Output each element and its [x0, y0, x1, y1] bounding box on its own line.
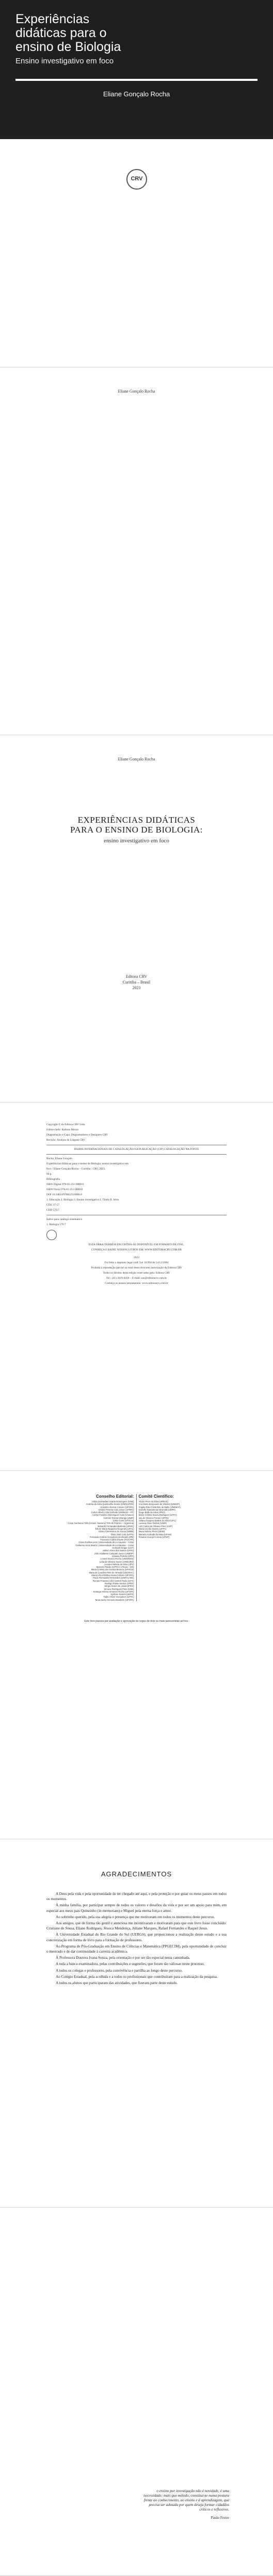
- council-member: Carlos Federico Dominguez Avila (Unieuro): [92, 1514, 134, 1517]
- catalog-record: [46, 1157, 227, 1197]
- cover-author: Eliane Gonçalo Rocha: [103, 90, 170, 98]
- council-member: Renato Francisco dos Santos Paula (UFG): [92, 1579, 134, 1582]
- acknowledgements-body: [46, 1891, 227, 1986]
- council-member: Carmen Tereza Velanga (UNIR): [103, 1516, 134, 1519]
- acknowledgement-paragraph: Ao sobrinho querido, pela sua alegria e presença que me motivaram em todos os momentos deste percurso.: [56, 1914, 215, 1919]
- committee-member: Diogo Balbi da Silva (IFRO): [138, 1511, 165, 1514]
- consult-notice: CONHEÇA E BAIXE NOSSOS LIVROS EM: WWW.EDITORACRV.COM.BR: [91, 1248, 182, 1251]
- publisher-logo-text: CRV: [131, 176, 143, 182]
- acknowledgement-paragraph: Aos amigos, que de forma tão gentil e atenciosa me incentivaram e motivaram para que este livro fosse concluído: Cristiane de Sousa, Eliane Rodrigues, Jéssica Mendonça, Juliane Marques, Rafael Fernandes e Raquel Jesus.: [46, 1921, 227, 1931]
- catalog-line: ISBN Digital 978-65-251-0000-0: [46, 1183, 84, 1186]
- council-member: Andréia da Silva Quintanilha Sousa (UNIR/UFRN): [86, 1503, 134, 1506]
- acknowledgements-page: [0, 1839, 273, 2207]
- copyright-line: Copyright © da Editora CRV Ltda.: [46, 1123, 86, 1126]
- catalog-index-line: CDU 37:57: [46, 1204, 60, 1207]
- scientific-committee-list: [139, 1500, 259, 1538]
- copyright-line: Diagramação e Capa: Diagramadores e Designers CRV: [46, 1133, 108, 1137]
- council-member: Elizeu Clementino de Souza (UNEB): [99, 1530, 134, 1533]
- acknowledgement-paragraph: A todos os alunos que participaram das atividades, que fizeram parte deste estudo.: [56, 1981, 178, 1986]
- council-member: Carlos Alberto Vilar Estêvão (UMINHO – PT): [91, 1511, 134, 1514]
- catalog-line: Experiências didáticas para o ensino de Biologia: ensino investigativo em: [46, 1162, 129, 1165]
- cover-lower: [0, 139, 273, 367]
- committee-member: Juliana Gargioni Bastos da Silva (UFC): [138, 1519, 176, 1522]
- cover-title-line: didáticas para o: [15, 26, 107, 40]
- publisher-name: Editora CRV: [125, 974, 148, 979]
- committee-member: Danielle Nakadomari Brumatti (UEPR): [138, 1508, 175, 1511]
- council-member: Fernando Antônio Gonçalves Alcoforado (IPB): [89, 1535, 134, 1538]
- catalog-index-line: CDD 570.7: [46, 1209, 59, 1212]
- cover-title-line: Experiências: [15, 12, 90, 26]
- catalog-line: ISBN Físico 978-65-251-0000-0: [46, 1188, 83, 1191]
- council-member: Eduardo Fernandes Barbosa (UFMG): [98, 1524, 134, 1528]
- council-member: Leonel Severo Rocha (UNISINOS): [101, 1557, 134, 1561]
- acknowledgement-paragraph: A Deus pela vida e pela oportunidade de ter chegado até aqui, e pela proteção e por guiar os meus passos em todos os momentos.: [46, 1892, 227, 1902]
- acknowledgement-paragraph: À minha família, por participar sempre de todos os valores e desafios da vida e por ser um apoio para mim, em especial aos meus pais Quinzinho (in memoriam) e Miguel pela eterna força e amor.: [46, 1903, 227, 1913]
- editorial-council: [15, 1494, 137, 1601]
- council-member: João Adalberto Campato Junior (UNESP): [94, 1552, 134, 1555]
- cover-title-line: ensino de Biologia: [15, 40, 121, 54]
- epigraph: [141, 2489, 229, 2520]
- council-member: Maria Lília Imbiriba Sousa Colares (UFOPA): [91, 1574, 134, 1577]
- council-member: Élsio José Corá (UFFS): [111, 1533, 134, 1536]
- copyright-year: 2023: [134, 1256, 139, 1259]
- council-member: Maria de Lourdes Pinto de Almeida (UNOESC): [89, 1571, 134, 1574]
- publisher-logo-icon: [46, 1230, 57, 1240]
- half-title-page: [0, 367, 273, 735]
- council-member: Tadeu Oliver Gonçalves (UFPA): [103, 1596, 134, 1599]
- contact-line: Tel.: (41) 3039-6418 – E-mail: sac@editoracrv.com.br: [106, 1277, 167, 1280]
- digital-notice: ESTA OBRA TAMBÉM ENCONTRA-SE DISPONÍVEL EM FORMATO DIGITAL.: [88, 1243, 185, 1246]
- committee-member: Elane Cristina Souza Rodrigues (UFPA): [138, 1514, 177, 1517]
- title-page: [0, 735, 273, 1102]
- title-line: EXPERIÊNCIAS DIDÁTICAS: [77, 815, 196, 825]
- acknowledgement-paragraph: Ao Programa de Pós-Graduação em Ensino de Ciências e Matemática (PPGECIM), pela oportunidade de concluir o mestrado e de dar continuidade à carreira acadêmica.: [46, 1944, 227, 1954]
- committee-member: Iara de Oliveira Pontes (UFRN): [138, 1516, 169, 1519]
- council-member: Gloria Fariñas León (Universidade de La Havana – Cuba): [78, 1541, 134, 1544]
- council-member: Simone Rodrigues Pinto (UNB): [104, 1587, 134, 1590]
- council-member: Tania Suely Azevedo Brasileiro (UFOPA): [94, 1598, 134, 1601]
- cover-banner: [0, 0, 273, 139]
- committee-member: Luís Carlos de Oliveira Pires (USP): [138, 1524, 173, 1528]
- acknowledgement-paragraph: A toda a banca examinadora, pelas contribuições e sugestões, que foram tão valiosas neste processo.: [56, 1962, 205, 1967]
- cover-divider: [15, 79, 258, 81]
- council-member: Lídia de Oliveira Xavier (UNIEURO): [99, 1560, 134, 1563]
- committee-member: Ana Maria Bonjovane de Oliveira (UNESP): [138, 1503, 180, 1506]
- council-member: Lourdes Helena da Silva (UFV): [104, 1563, 134, 1566]
- copyright-line: Editor-chefe: Railson Moura: [46, 1128, 78, 1131]
- scientific-committee-title: Comitê Científico:: [138, 1494, 174, 1499]
- council-member: Celso Conti (UFSCar): [113, 1519, 134, 1522]
- catalog-header: DADOS INTERNACIONAIS DE CATALOGAÇÃO NA PUBLICAÇÃO (CIP) CATALOGAÇÃO NA FONTE: [74, 1148, 199, 1151]
- legal-deposit: Foi feito o depósito legal conf. Lei 10.994 de 14/12/2004: [104, 1261, 169, 1264]
- catalog-line: 94 p.: [46, 1173, 52, 1176]
- half-title-author: Eliane Gonçalo Rocha: [118, 389, 155, 394]
- catalog-line: Rocha, Eliane Gonçalo: [46, 1157, 72, 1160]
- site-line: Conheça os nossos lançamentos: www.editoracrv.com.br: [105, 1282, 168, 1285]
- council-member: Sydione Santos (UEPG): [110, 1593, 134, 1596]
- copyright-line: Revisão: Analista de Línguas CRV: [46, 1139, 86, 1142]
- cover-subtitle: Ensino investigativo em foco: [15, 57, 114, 65]
- council-member: Marcelo Paixão (UFRJ e UTexas – US): [96, 1566, 134, 1569]
- council-member: Rodrigo Pratte-Santos (UFES): [104, 1582, 134, 1585]
- divider: [46, 1154, 227, 1155]
- peer-review-note: Este livro passou por avaliação e aprovação às cegas de dois ou mais pareceristas ad hoc.: [84, 1619, 189, 1623]
- index-title: Índice para catálogo sistemático: [46, 1218, 83, 1221]
- council-columns: [14, 1494, 259, 1601]
- council-member: Elione Maria Nogueira Diogenes (UFAL): [95, 1527, 134, 1530]
- cover-page: [0, 0, 273, 367]
- cover-title: [15, 12, 258, 54]
- title-page-subtitle: ensino investigativo em foco: [104, 838, 169, 844]
- council-member: Sérgio Nunes de Jesus (IFRO): [104, 1585, 134, 1588]
- catalog-line: DOI 10.24824/978652510000.0: [46, 1193, 83, 1196]
- rights-notice: Proibida a reprodução parcial ou total desta obra sem autorização da Editora CRV: [91, 1266, 182, 1269]
- council-member: Anselmo Alencar Colares (UFOPA): [100, 1505, 134, 1509]
- rights-holder: Todos os direitos desta edição reservados pela: Editora CRV: [103, 1272, 170, 1275]
- council-member: Antônio Pereira Gaio Júnior (UFRRJ): [98, 1508, 134, 1511]
- editorial-council-title: Conselho Editorial:: [96, 1494, 134, 1499]
- council-member: Josania Portela (UFPI): [112, 1554, 134, 1557]
- council-member: Francisco Carlos Duarte (PUC-PR): [100, 1538, 134, 1541]
- committee-member: Mariana Andrade da Mota (UFAM): [138, 1533, 172, 1536]
- index-entry: 1. Biologia 570.7: [46, 1223, 66, 1226]
- publisher-city: Curitiba – Brasil: [122, 980, 151, 985]
- scientific-committee: [137, 1494, 259, 1601]
- council-member: Paulo Romualdo Hernandes (UNIFAL-MG): [93, 1577, 134, 1580]
- council-member: Aldira Guimarães Duarte Domínguez (UNB): [92, 1500, 134, 1503]
- copyright-lines: [46, 1123, 227, 1142]
- acknowledgement-paragraph: A todos os colegas e professores, pela convivência e partilha ao longo deste percurso.: [56, 1968, 183, 1973]
- acknowledgement-paragraph: Ao Colégio Estadual, pela acolhida e a todos os profissionais que contribuíram para a realização da pesquisa.: [56, 1974, 218, 1979]
- acknowledgements-title: AGRADECIMENTOS: [101, 1870, 172, 1878]
- council-member: Solange Helena Ximenes-Rocha (UFOPA): [93, 1590, 134, 1593]
- council-member: Helmuth Krüger (UCP): [112, 1547, 134, 1550]
- council-member: Cesar Gerónimo Tello (Univer. Nacional Três de Febrero – Argentina): [68, 1522, 134, 1525]
- editorial-council-list: [15, 1500, 134, 1601]
- acknowledgement-paragraph: À Professora Doutora Ivana Souza, pela orientação e por ser tão especial nesta caminhada.: [56, 1956, 190, 1960]
- council-member: Maria Cristina dos Santos Bezerra (UFSCar): [91, 1568, 134, 1571]
- editorial-council-page: [0, 1471, 273, 1839]
- publication-year: 2023: [132, 986, 141, 990]
- catalog-index-line: 1. Educação 2. Biologia 3. Ensino investigativo I. Título II. Série: [46, 1198, 119, 1201]
- committee-member: Maria Helena Pires (UESB): [138, 1530, 165, 1533]
- council-member: Guillermo Arias Beatón (Universidade de La Havana – Cuba): [75, 1544, 134, 1547]
- copyright-page: [0, 1103, 273, 1470]
- catalog-index: [46, 1198, 227, 1212]
- acknowledgement-paragraph: À Universidade Estadual do Rio Grande do Sul (UERGS), que proporcionou a realização desse estudo e a sua concretização em forma de livro para a formação de professores.: [46, 1933, 227, 1942]
- title-line: PARA O ENSINO DE BIOLOGIA:: [70, 825, 203, 835]
- committee-member: Alvaro Pires da Silva (UFRGS): [138, 1500, 168, 1503]
- committee-member: Luciana Alves Dantas (UNIR): [138, 1522, 167, 1525]
- committee-member: Rosana Arcanjo Correia (UFMT): [138, 1535, 170, 1538]
- catalog-line: foco / Eliane Gonçalo Rocha – Curitiba : CRV, 2023.: [46, 1167, 106, 1171]
- title-page-imprint: [0, 974, 273, 991]
- epigraph-text: o ensino por investigação não é novidade, é uma necessidade; mais que método, constitui-se numa postura frente ao conhecimento, ao ensino e à aprendizagem, que precisa ser adotada por quem deseja formar cidadãos críticos e reflexivos.: [143, 2489, 229, 2512]
- title-page-title: [0, 815, 273, 835]
- title-page-author: Eliane Gonçalo Rocha: [118, 757, 155, 761]
- committee-member: Maria Cecília Soares (UFPA): [138, 1527, 167, 1530]
- committee-member: Ângela Rita Christofolo de Mello (UNEMAT): [138, 1505, 181, 1509]
- council-member: Jailson Alves dos Santos (UFRJ): [102, 1549, 134, 1552]
- epigraph-page: [0, 2208, 273, 2575]
- catalog-line: Bibliografia: [46, 1178, 60, 1181]
- epigraph-author: Paulo Freire: [211, 2516, 229, 2520]
